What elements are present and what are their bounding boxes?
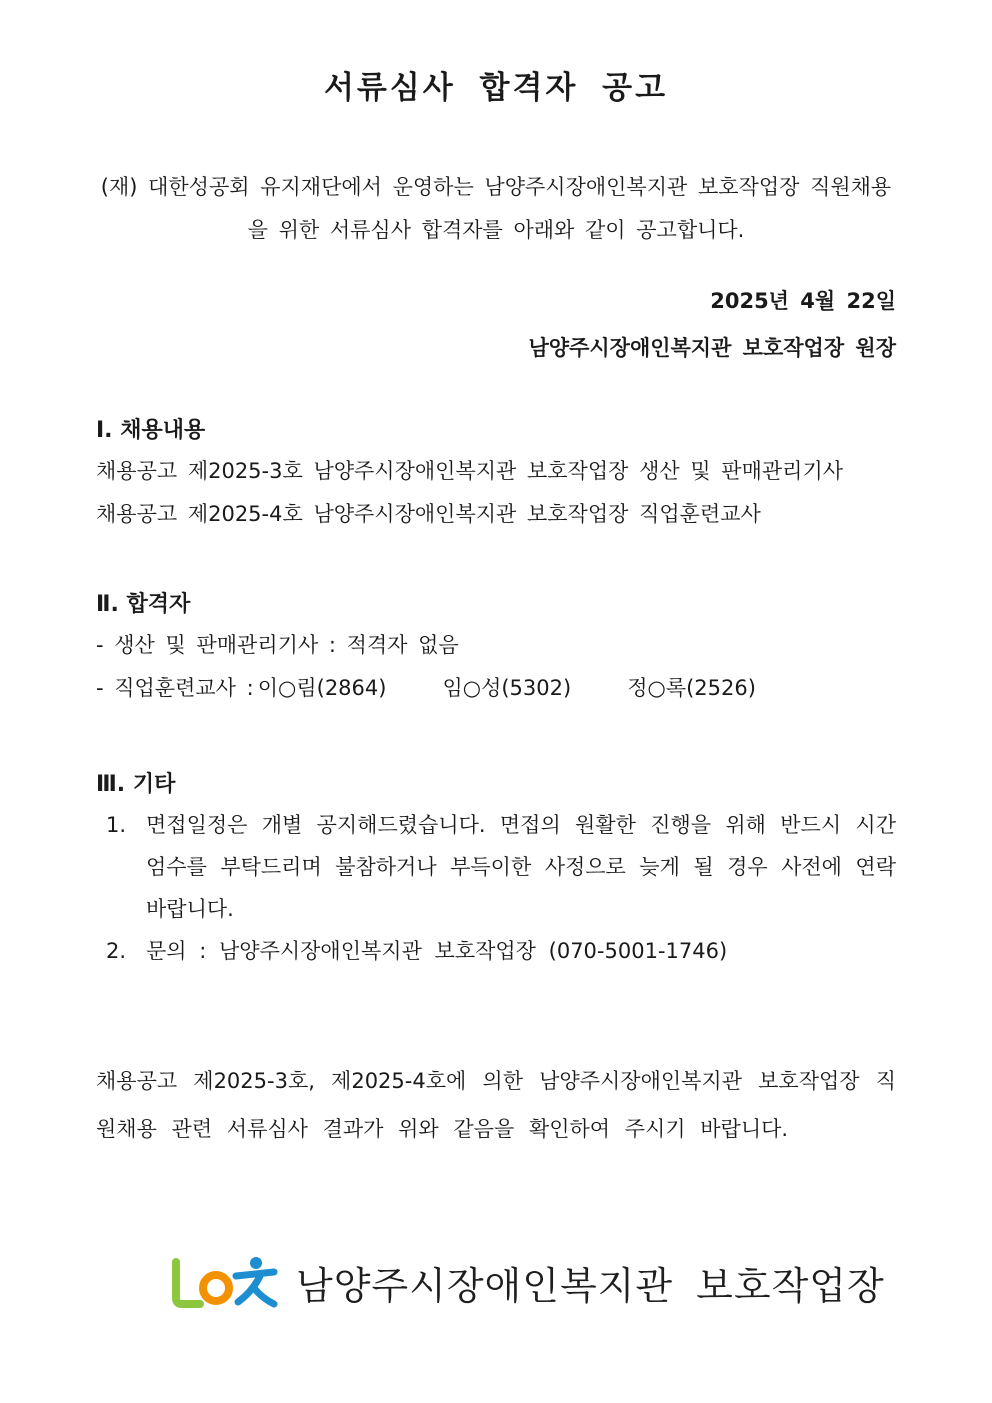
list-item-number: 2. bbox=[106, 939, 127, 963]
organization-logo-icon bbox=[170, 1254, 278, 1310]
passers-line-trainer bbox=[96, 667, 896, 710]
list-item-text: 면접일정은 개별 공지해드렸습니다. 면접의 원활한 진행을 위해 반드시 시간엄수를 부탁드리며 불참하거나 부득이한 사정으로 늦게 될 경우 사전에 연락바랍니다. bbox=[146, 813, 896, 921]
recruitment-line: 채용공고 제2025-3호 남양주시장애인복지관 보호작업장 생산 및 판매관리기사 bbox=[96, 459, 844, 483]
intro-paragraph: (재) 대한성공회 유지재단에서 운영하는 남양주시장애인복지관 보호작업장 직원채용을 위한 서류심사 합격자를 아래와 같이 공고합니다. bbox=[100, 175, 892, 242]
section-heading-etc: Ⅲ. 기타 bbox=[96, 772, 176, 797]
footer-org-name: 남양주시장애인복지관 보호작업장 bbox=[296, 1263, 885, 1308]
etc-list bbox=[96, 804, 896, 972]
notice-date: 2025년 4월 22일 bbox=[710, 289, 896, 313]
passer-name: 이○림(2864) bbox=[257, 676, 387, 700]
section-etc bbox=[96, 770, 896, 972]
passers-line-production: - 생산 및 판매관리기사 : 적격자 없음 bbox=[96, 633, 459, 657]
closing-paragraph: 채용공고 제2025-3호, 제2025-4호에 의한 남양주시장애인복지관 보호작업장 직원채용 관련 서류심사 결과가 위와 같음을 확인하여 주시기 바랍니다. bbox=[96, 1069, 896, 1141]
section-recruitment bbox=[96, 416, 896, 536]
list-item-number: 1. bbox=[106, 813, 127, 837]
list-item bbox=[96, 804, 896, 930]
passer-name: 임○성(5302) bbox=[442, 676, 572, 700]
section-heading-recruitment: Ⅰ. 채용내용 bbox=[96, 418, 206, 443]
signer-name: 남양주시장애인복지관 보호작업장 원장 bbox=[528, 336, 896, 360]
passer-name: 정○록(2526) bbox=[627, 676, 756, 700]
page-title: 서류심사 합격자 공고 bbox=[323, 70, 669, 106]
passers-trainer-label: - 직업훈련교사 : bbox=[96, 676, 254, 700]
list-item bbox=[96, 930, 896, 972]
section-heading-passers: Ⅱ. 합격자 bbox=[96, 592, 191, 617]
recruitment-line: 채용공고 제2025-4호 남양주시장애인복지관 보호작업장 직업훈련교사 bbox=[96, 502, 761, 526]
footer-org bbox=[170, 1252, 885, 1312]
list-item-text: 문의 : 남양주시장애인복지관 보호작업장 (070-5001-1746) bbox=[146, 939, 728, 963]
section-passers bbox=[96, 590, 896, 710]
